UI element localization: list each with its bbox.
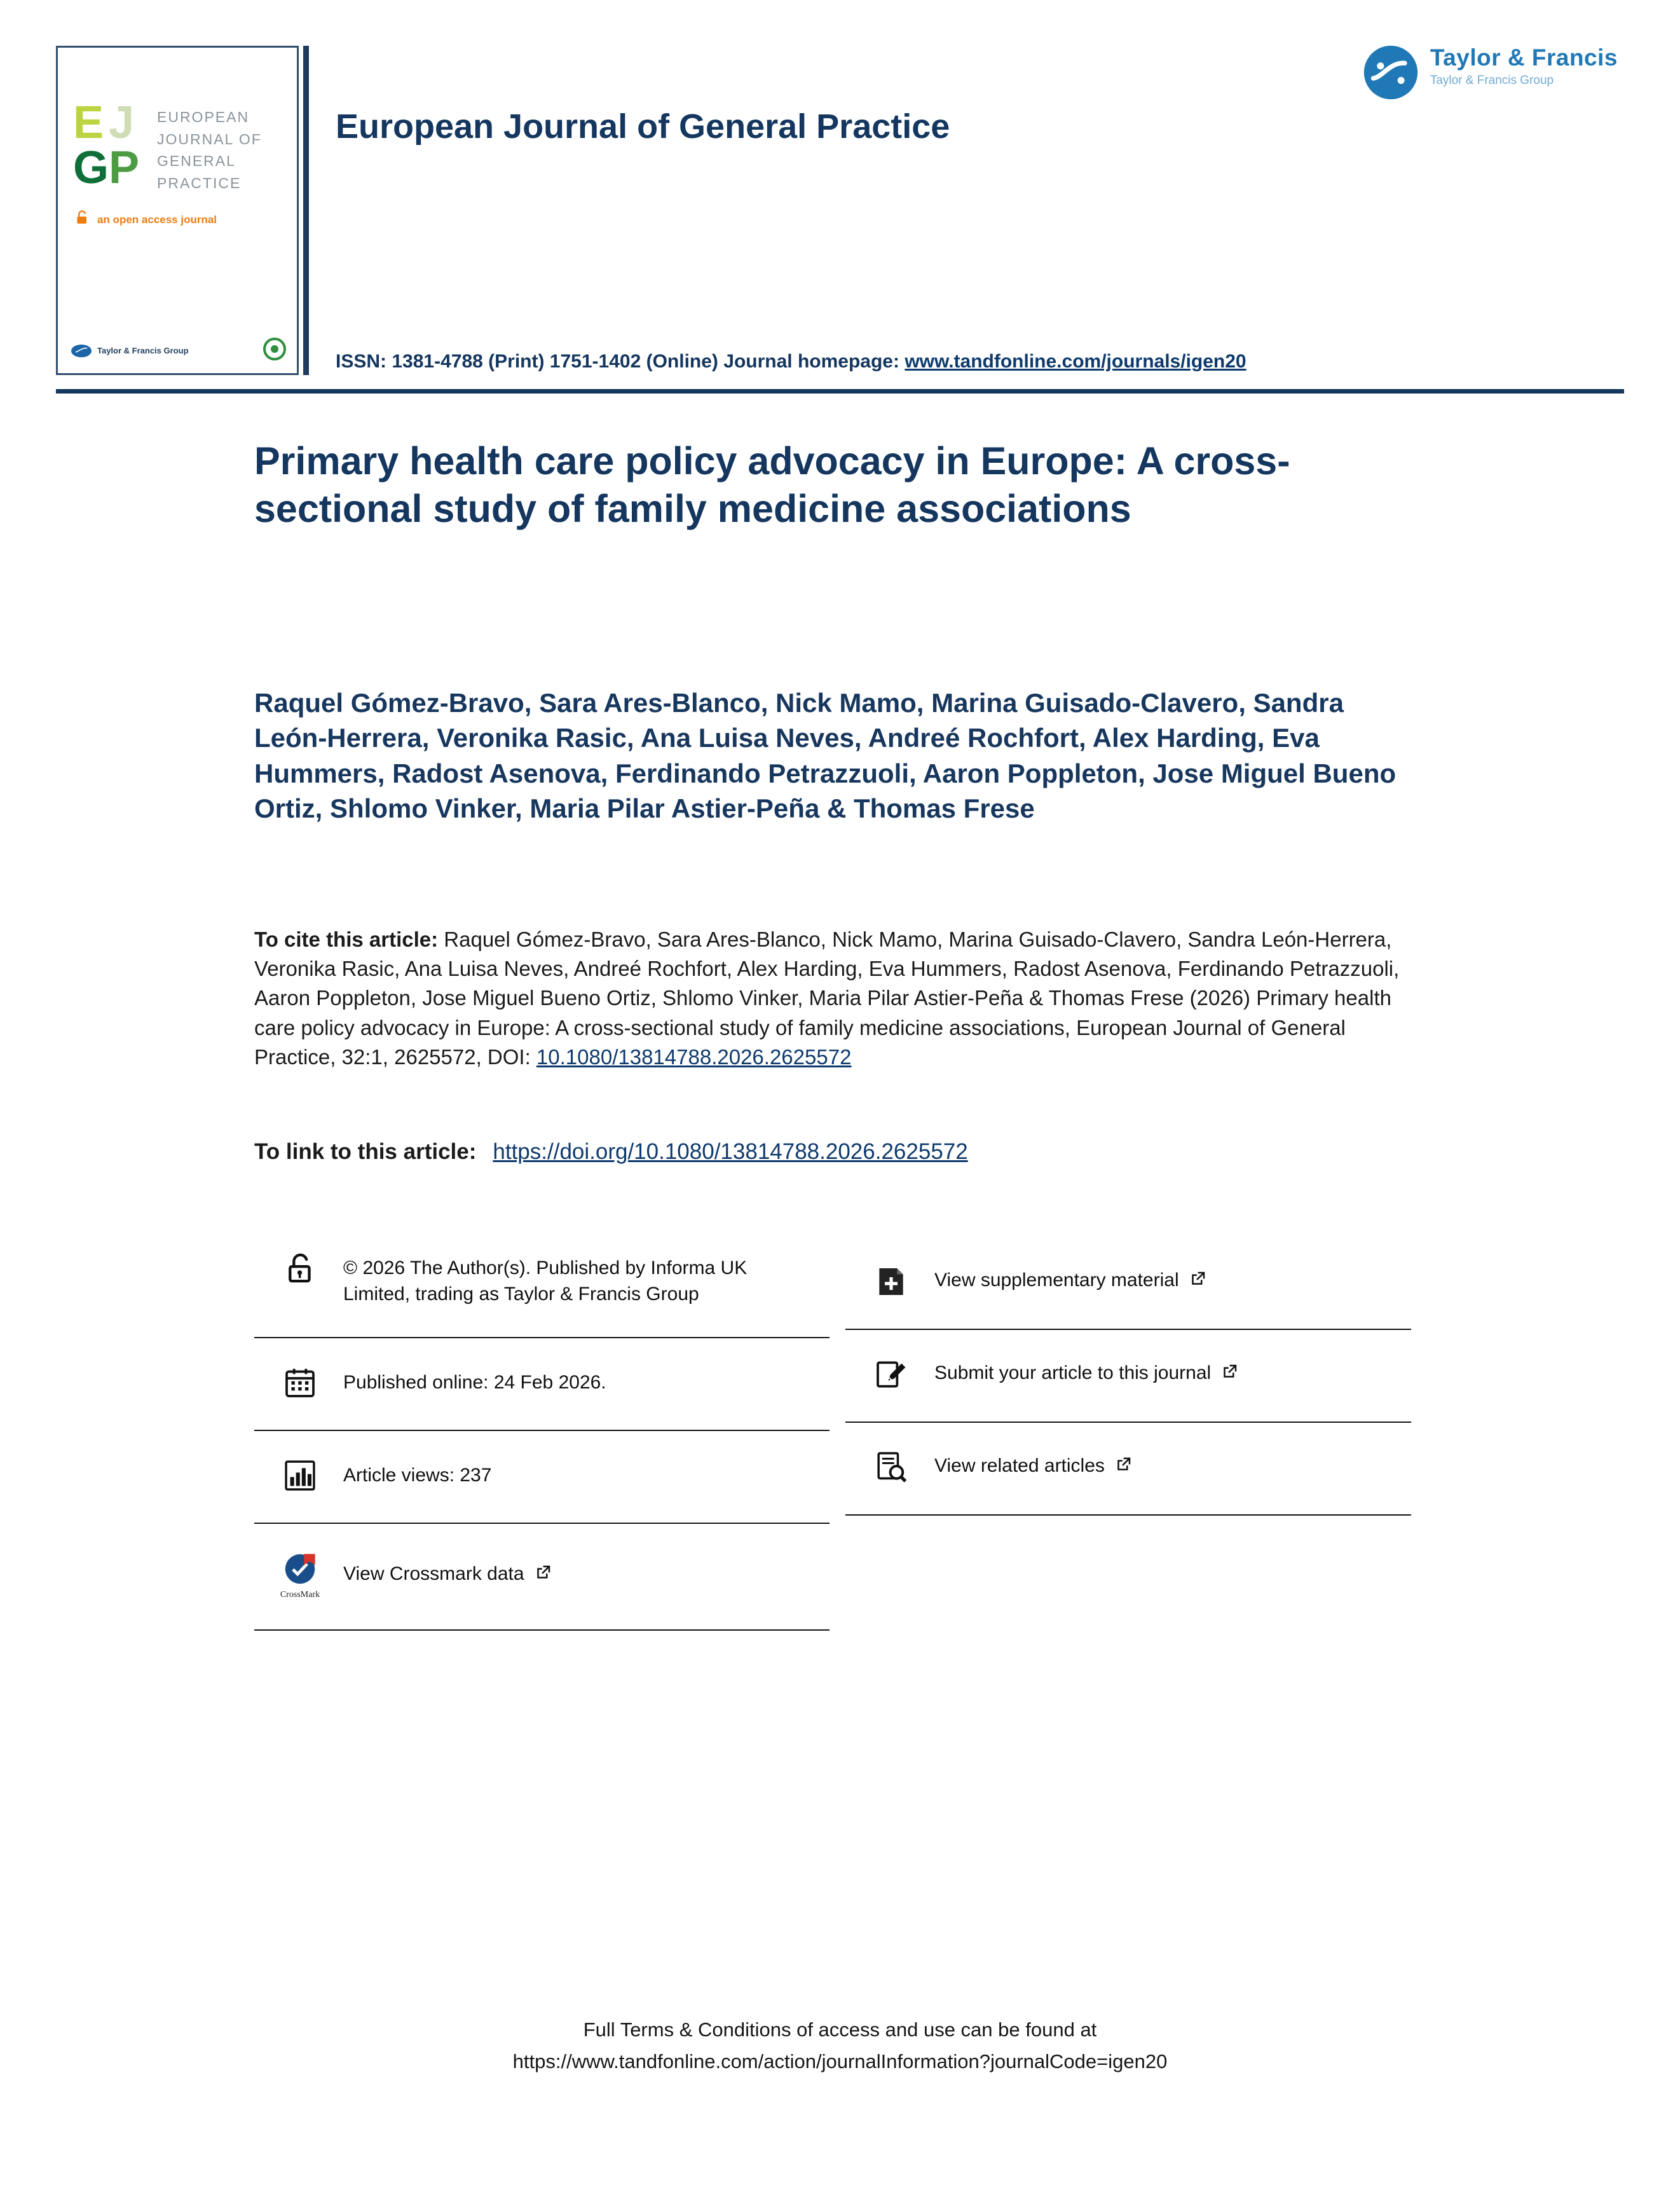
- external-link-icon: [533, 1563, 552, 1589]
- tandf-globe-icon: [1363, 45, 1419, 104]
- action-item-submit[interactable]: [845, 1330, 1411, 1423]
- view-supplementary-link[interactable]: View supplementary material: [934, 1267, 1207, 1296]
- logo-letter-p: P: [109, 142, 139, 193]
- taylor-francis-mini-icon: [71, 344, 92, 358]
- cover-title-line: EUROPEAN: [157, 109, 250, 125]
- external-link-icon: [1114, 1455, 1133, 1481]
- journal-cover: [56, 46, 299, 375]
- article-doi-link[interactable]: https://doi.org/10.1080/13814788.2026.2625572: [493, 1139, 968, 1164]
- published-online-text: Published online: 24 Feb 2026.: [343, 1372, 606, 1394]
- cover-publisher-label: Taylor & Francis Group: [97, 346, 189, 355]
- logo-letter-g: G: [73, 142, 108, 193]
- submit-article-icon: [871, 1357, 912, 1392]
- tandf-logo: [1363, 45, 1618, 104]
- footer-terms-text: Full Terms & Conditions of access and use can be found at: [583, 2018, 1097, 2041]
- action-item-related[interactable]: [845, 1423, 1411, 1516]
- logo-letter-e: E: [73, 97, 103, 148]
- actions-right-column: [845, 1264, 1411, 1516]
- view-crossmark-link[interactable]: View Crossmark data: [343, 1561, 552, 1589]
- crossmark-icon: [280, 1551, 320, 1600]
- footer-terms-url[interactable]: https://www.tandfonline.com/action/journalInformation?journalCode=igen20: [512, 2050, 1168, 2072]
- view-related-link[interactable]: View related articles: [934, 1453, 1133, 1481]
- article-views-text: Article views: 237: [343, 1465, 492, 1486]
- cover-title-line: PRACTICE: [157, 174, 242, 191]
- bar-chart-icon: [280, 1458, 320, 1493]
- journal-name: European Journal of General Practice: [336, 107, 950, 146]
- action-item-copyright: [254, 1251, 830, 1338]
- article-title: Primary health care policy advocacy in Europe: A cross-sectional study of family medicine associations: [254, 439, 1290, 531]
- copyright-text: © 2026 The Author(s). Published by Informa UK Limited, trading as Taylor & Francis Group: [343, 1257, 748, 1305]
- link-to-article-line: [254, 1139, 968, 1165]
- supplementary-material-icon: [871, 1264, 912, 1299]
- external-link-icon: [1188, 1270, 1207, 1296]
- cite-doi-link[interactable]: 10.1080/13814788.2026.2625572: [536, 1045, 852, 1069]
- crossmark-caption: CrossMark: [280, 1589, 320, 1600]
- related-articles-icon: [871, 1449, 912, 1485]
- action-item-article-views: [254, 1431, 830, 1524]
- brand-group: Taylor & Francis Group: [1430, 74, 1554, 87]
- action-item-crossmark[interactable]: [254, 1524, 830, 1631]
- open-lock-icon: [280, 1251, 320, 1288]
- issn-line: [336, 351, 1246, 373]
- cite-label: To cite this article:: [254, 928, 439, 951]
- footer: [0, 2014, 1680, 2077]
- journal-homepage-link[interactable]: www.tandfonline.com/journals/igen20: [905, 351, 1246, 372]
- calendar-icon: [280, 1365, 320, 1401]
- cover-spine-bar: [303, 46, 309, 375]
- cover-journal-title: [157, 104, 262, 194]
- brand-name: Taylor & Francis: [1430, 45, 1618, 71]
- journal-cover-thumbnail: [56, 46, 309, 375]
- external-link-icon: [1220, 1362, 1239, 1388]
- link-to-article-label: To link to this article:: [254, 1139, 477, 1164]
- cover-title-line: JOURNAL OF: [157, 130, 262, 147]
- cover-logo: [73, 97, 297, 194]
- cover-society-logo-icon: [263, 337, 287, 364]
- logo-letter-j: J: [109, 97, 133, 148]
- open-access-label: an open access journal: [97, 213, 217, 226]
- actions-left-column: [254, 1251, 830, 1631]
- article-authors: Raquel Gómez-Bravo, Sara Ares-Blanco, Nick Mamo, Marina Guisado-Clavero, Sandra León-Herrera, Veronika Rasic, Ana Luisa Neves, Andreé Rochfort, Alex Harding, Eva Hummers, Radost Asenova, Ferdinando Petrazzuoli, Aaron Poppleton, Jose Miguel Bueno Ortiz, Shlomo Vinker, Maria Pilar Astier-Peña & Thomas Frese: [254, 688, 1397, 824]
- issn-text: ISSN: 1381-4788 (Print) 1751-1402 (Online) Journal homepage:: [336, 351, 905, 372]
- cover-publisher: [71, 344, 189, 358]
- submit-article-link[interactable]: Submit your article to this journal: [934, 1360, 1239, 1388]
- action-item-supplementary[interactable]: [845, 1264, 1411, 1330]
- cover-title-line: GENERAL: [157, 153, 236, 169]
- cite-text: Raquel Gómez-Bravo, Sara Ares-Blanco, Nick Mamo, Marina Guisado-Clavero, Sandra León-Herrera, Veronika Rasic, Ana Luisa Neves, Andreé Rochfort, Alex Harding, Eva Hummers, Radost Asenova, Ferdinando Petrazzuoli, Aaron Poppleton, Jose Miguel Bueno Ortiz, Shlomo Vinker, Maria Pilar Astier-Peña & Thomas Frese (2026) Primary health care policy advocacy in Europe: A cross-sectional study of family medicine associations, European Journal of General Practice, 32:1, 2625572, DOI:: [254, 928, 1400, 1069]
- cite-paragraph: [254, 925, 1421, 1072]
- ejgp-logo: [73, 97, 144, 194]
- open-access-lock-icon: [73, 209, 91, 230]
- action-item-published-online: [254, 1338, 830, 1431]
- header-divider: [56, 389, 1624, 394]
